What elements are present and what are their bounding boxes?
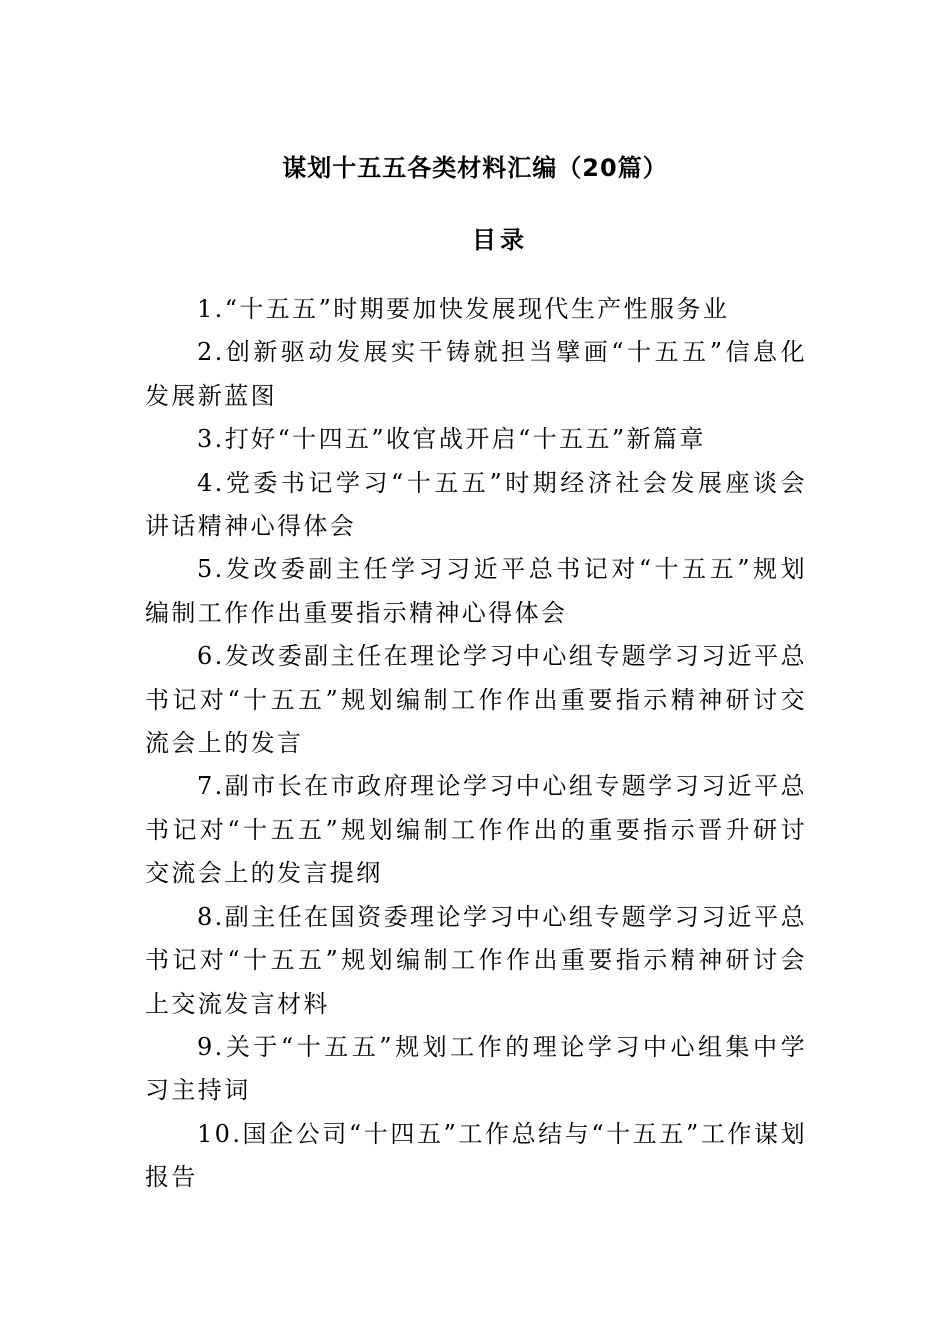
toc-item-3: 3.打好“十四五”收官战开启“十五五”新篇章 — [197, 425, 706, 454]
toc-item-5: 5.发改委副主任学习习近平总书记对“十五五”规划编制工作作出重要指示精神心得体会 — [145, 555, 807, 627]
toc-item-10: 10.国企公司“十四五”工作总结与“十五五”工作谋划报告 — [145, 1119, 807, 1192]
toc-item-1: 1.“十五五”时期要加快发展现代生产性服务业 — [197, 295, 730, 323]
toc-item-8: 8.副主任在国资委理论学习中心组专题学习习近平总书记对“十五五”规划编制工作作出重要指示精神研讨会上交流发言材料 — [145, 902, 807, 1018]
toc-item-4: 4.党委书记学习“十五五”时期经济社会发展座谈会讲话精神心得体会 — [145, 468, 807, 541]
toc-heading: 目录 — [472, 226, 528, 254]
toc-list — [145, 288, 807, 1200]
toc-item-9: 9.关于“十五五”规划工作的理论学习中心组集中学习主持词 — [145, 1032, 807, 1105]
toc-item-6: 6.发改委副主任在理论学习中心组专题学习习近平总书记对“十五五”规划编制工作作出重要指示精神研讨交流会上的发言 — [145, 642, 807, 758]
toc-item-7: 7.副市长在市政府理论学习中心组专题学习习近平总书记对“十五五”规划编制工作作出的重要指示晋升研讨交流会上的发言提纲 — [145, 772, 807, 888]
toc-item-2: 2.创新驱动发展实干铸就担当擘画“十五五”信息化发展新蓝图 — [145, 338, 807, 410]
document-title: 谋划十五五各类材料汇编（20篇） — [282, 154, 668, 182]
